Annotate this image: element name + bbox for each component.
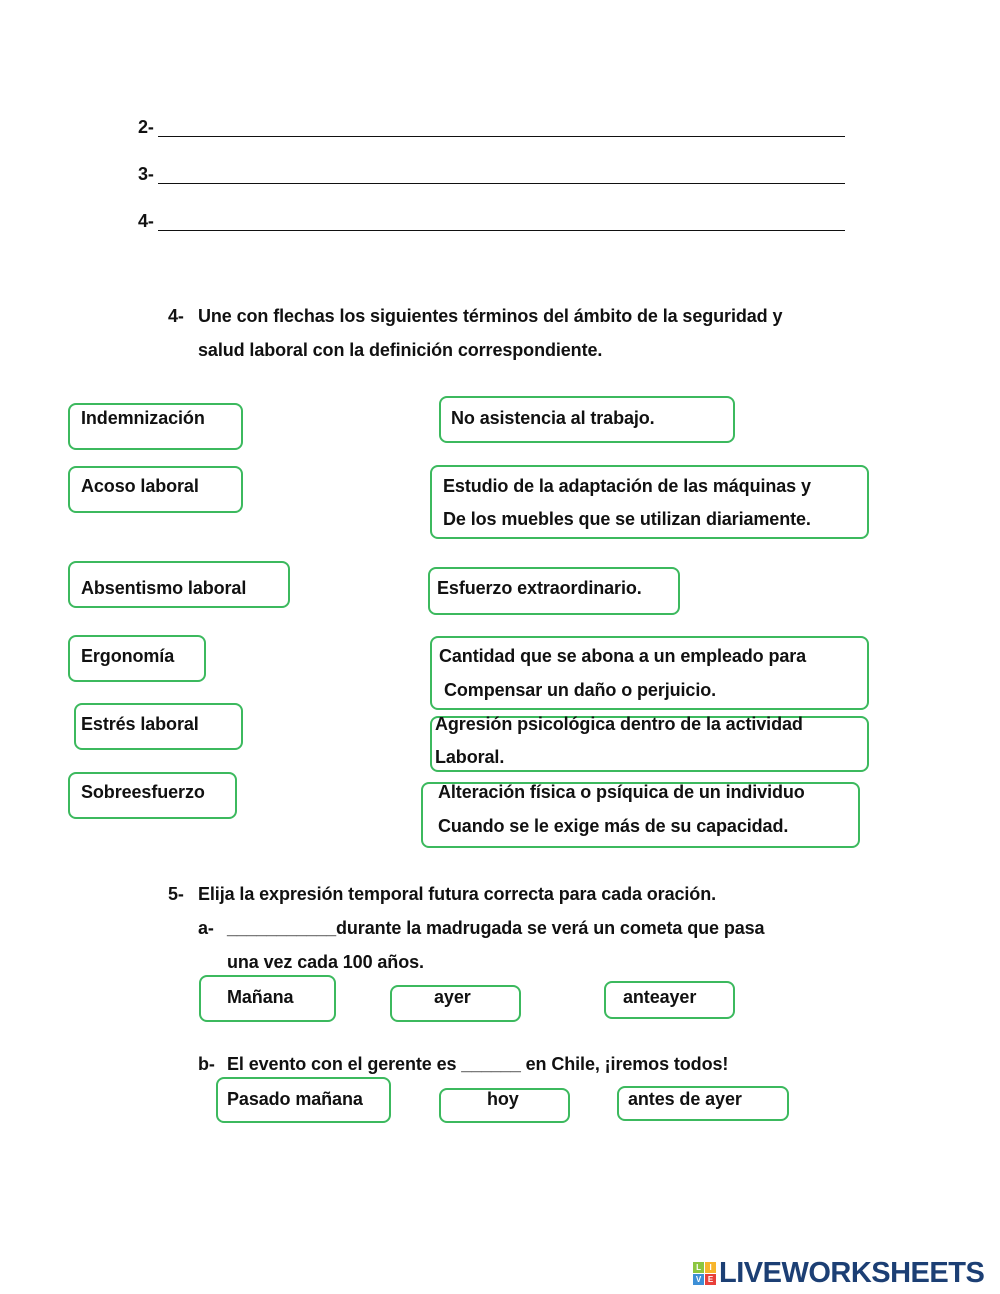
definition-text: Agresión psicológica dentro de la actividad xyxy=(435,714,803,734)
q5a-line2: una vez cada 100 años. xyxy=(227,952,424,972)
q5b-line1: El evento con el gerente es ______ en Chile, ¡iremos todos! xyxy=(227,1054,729,1074)
underline xyxy=(158,136,845,137)
answer-line-label: 4- xyxy=(138,211,154,231)
option-label: anteayer xyxy=(623,987,697,1007)
logo-text: LIVEWORKSHEETS xyxy=(719,1257,985,1289)
logo-tile: I xyxy=(705,1262,716,1273)
definition-text: Alteración física o psíquica de un individuo xyxy=(438,782,805,802)
answer-line-label: 2- xyxy=(138,117,154,137)
option-label: ayer xyxy=(434,987,471,1007)
term-label: Ergonomía xyxy=(81,646,175,666)
definition-text: Laboral. xyxy=(435,747,505,767)
definition-text: No asistencia al trabajo. xyxy=(451,408,655,428)
option-label: Mañana xyxy=(227,987,294,1007)
option-label: antes de ayer xyxy=(628,1089,742,1109)
underline xyxy=(158,183,845,184)
logo-tile: E xyxy=(705,1274,716,1285)
definition-text: Cantidad que se abona a un empleado para xyxy=(439,646,807,666)
logo-tile: L xyxy=(693,1262,704,1273)
term-label: Acoso laboral xyxy=(81,476,199,496)
q4-instruction-line1: Une con flechas los siguientes términos del ámbito de la seguridad y xyxy=(198,306,783,326)
definition-text: Compensar un daño o perjuicio. xyxy=(444,680,717,700)
term-label: Sobreesfuerzo xyxy=(81,782,205,802)
option-label: hoy xyxy=(487,1089,519,1109)
q5a-line1: ___________durante la madrugada se verá un cometa que pasa xyxy=(227,918,765,938)
term-label: Absentismo laboral xyxy=(81,578,247,598)
q5-number: 5- xyxy=(168,884,184,904)
definition-text: Estudio de la adaptación de las máquinas y xyxy=(443,476,811,496)
definition-text: Esfuerzo extraordinario. xyxy=(437,578,642,598)
underline xyxy=(158,230,845,231)
definition-text: De los muebles que se utilizan diariamente. xyxy=(443,509,811,529)
answer-line-2 xyxy=(138,117,845,139)
answer-line-label: 3- xyxy=(138,164,154,184)
logo-tiles-icon xyxy=(693,1262,716,1285)
q5b-label: b- xyxy=(198,1054,215,1074)
q4-instruction-line2: salud laboral con la definición correspondiente. xyxy=(198,340,603,360)
q5-title: Elija la expresión temporal futura correcta para cada oración. xyxy=(198,884,716,904)
definition-text: Cuando se le exige más de su capacidad. xyxy=(438,816,789,836)
answer-line-4 xyxy=(138,211,845,233)
q4-number: 4- xyxy=(168,306,184,326)
q5a-label: a- xyxy=(198,918,214,938)
term-label: Estrés laboral xyxy=(81,714,199,734)
liveworksheets-logo xyxy=(693,1257,984,1290)
logo-tile: V xyxy=(693,1274,704,1285)
term-label: Indemnización xyxy=(81,408,205,428)
option-label: Pasado mañana xyxy=(227,1089,363,1109)
answer-line-3 xyxy=(138,164,845,186)
